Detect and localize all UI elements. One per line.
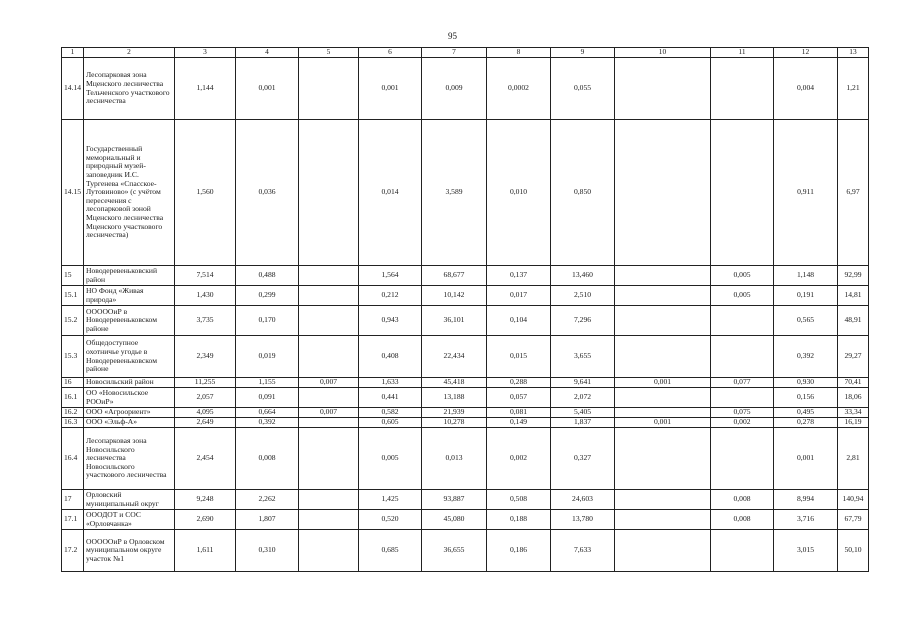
table-cell: 0,850 (551, 120, 615, 266)
table-cell: 92,99 (838, 266, 869, 286)
table-cell: 0,001 (615, 378, 711, 388)
table-cell: 6,97 (838, 120, 869, 266)
table-cell: 36,655 (422, 530, 487, 572)
row-code: 16.4 (62, 428, 84, 490)
table-cell: 1,807 (236, 510, 299, 530)
table-cell: 48,91 (838, 306, 869, 336)
table-cell: 7,514 (175, 266, 236, 286)
table-cell (711, 58, 774, 120)
table-cell: 0,055 (551, 58, 615, 120)
column-header: 9 (551, 48, 615, 58)
table-cell: 2,649 (175, 418, 236, 428)
table-cell: 14,81 (838, 286, 869, 306)
table-cell: 9,248 (175, 490, 236, 510)
table-cell: 3,015 (774, 530, 838, 572)
table-cell: 67,79 (838, 510, 869, 530)
table-cell: 13,460 (551, 266, 615, 286)
column-header: 3 (175, 48, 236, 58)
table-cell: 0,212 (359, 286, 422, 306)
table-cell: 3,655 (551, 336, 615, 378)
table-cell: 1,144 (175, 58, 236, 120)
table-row (62, 388, 869, 408)
table-cell: 0,015 (487, 336, 551, 378)
row-name: ОООООиР в Орловском муниципальном округе участок №1 (84, 530, 175, 572)
table-cell: 0,001 (359, 58, 422, 120)
page-number: 95 (448, 31, 457, 41)
table-cell: 0,057 (487, 388, 551, 408)
table-row (62, 120, 869, 266)
table-cell: 0,005 (711, 266, 774, 286)
row-code: 15 (62, 266, 84, 286)
row-name: Новосильский район (84, 378, 175, 388)
table-cell: 0,288 (487, 378, 551, 388)
table-cell: 13,188 (422, 388, 487, 408)
table-cell: 0,137 (487, 266, 551, 286)
table-cell: 7,296 (551, 306, 615, 336)
column-header: 12 (774, 48, 838, 58)
table-cell: 1,611 (175, 530, 236, 572)
column-header: 4 (236, 48, 299, 58)
row-name: Новодеревеньковский район (84, 266, 175, 286)
table-cell: 1,560 (175, 120, 236, 266)
table-cell: 0,007 (299, 378, 359, 388)
table-cell: 2,510 (551, 286, 615, 306)
table-cell: 0,488 (236, 266, 299, 286)
column-header: 2 (84, 48, 175, 58)
row-code: 15.2 (62, 306, 84, 336)
row-name: ООО «Агроориент» (84, 408, 175, 418)
table-cell (299, 286, 359, 306)
row-name: ОООООиР в Новодеревеньковском районе (84, 306, 175, 336)
table-row (62, 306, 869, 336)
table-row (62, 530, 869, 572)
table-cell: 2,454 (175, 428, 236, 490)
table-cell: 2,690 (175, 510, 236, 530)
table-cell: 24,603 (551, 490, 615, 510)
row-code: 17 (62, 490, 84, 510)
table-cell (299, 490, 359, 510)
table-cell: 0,278 (774, 418, 838, 428)
table-cell: 3,716 (774, 510, 838, 530)
table-cell: 0,017 (487, 286, 551, 306)
row-name: Государственный мемориальный и природный музей-заповедник И.С. Тургенева «Спасское-Лутовиново» (с учётом пересечения с лесопарковой зоной Мценского лесничества Мценского участкового лесничества) (84, 120, 175, 266)
table-cell: 0,008 (236, 428, 299, 490)
table-cell: 16,19 (838, 418, 869, 428)
row-code: 17.1 (62, 510, 84, 530)
row-code: 14.15 (62, 120, 84, 266)
table-cell: 0,156 (774, 388, 838, 408)
table-row (62, 266, 869, 286)
row-name: ОООДОТ и СОС «Орловчанка» (84, 510, 175, 530)
data-table (61, 47, 869, 572)
table-cell (299, 428, 359, 490)
table-cell: 0,911 (774, 120, 838, 266)
table-cell: 2,262 (236, 490, 299, 510)
table-cell: 8,994 (774, 490, 838, 510)
table-cell: 21,939 (422, 408, 487, 418)
row-code: 15.1 (62, 286, 84, 306)
table-row (62, 336, 869, 378)
table-cell: 0,081 (487, 408, 551, 418)
row-code: 16.1 (62, 388, 84, 408)
table-cell: 10,142 (422, 286, 487, 306)
table-row (62, 510, 869, 530)
column-header: 6 (359, 48, 422, 58)
table-cell: 0,310 (236, 530, 299, 572)
table-cell (711, 388, 774, 408)
table-cell: 0,001 (774, 428, 838, 490)
table-row (62, 408, 869, 418)
row-name: Орловский муниципальный округ (84, 490, 175, 510)
table-cell (615, 266, 711, 286)
table-cell: 0,441 (359, 388, 422, 408)
table-cell: 1,148 (774, 266, 838, 286)
row-name: НО Фонд «Живая природа» (84, 286, 175, 306)
table-cell: 2,349 (175, 336, 236, 378)
table-cell (299, 388, 359, 408)
table-cell: 93,887 (422, 490, 487, 510)
table-cell: 0,005 (359, 428, 422, 490)
table-cell (615, 58, 711, 120)
column-header: 13 (838, 48, 869, 58)
row-name: Лесопарковая зона Новосильского лесничества Новосильского участкового лесничества (84, 428, 175, 490)
table-cell: 0,508 (487, 490, 551, 510)
table-cell: 33,34 (838, 408, 869, 418)
table-cell: 36,101 (422, 306, 487, 336)
table-cell: 0,001 (236, 58, 299, 120)
table-cell: 0,0002 (487, 58, 551, 120)
table-cell: 4,095 (175, 408, 236, 418)
table-cell: 0,520 (359, 510, 422, 530)
table-cell (615, 388, 711, 408)
table-cell: 9,641 (551, 378, 615, 388)
table-cell: 0,004 (774, 58, 838, 120)
table-cell: 1,430 (175, 286, 236, 306)
row-code: 17.2 (62, 530, 84, 572)
table-cell (299, 530, 359, 572)
table-cell: 70,41 (838, 378, 869, 388)
table-cell: 0,014 (359, 120, 422, 266)
row-name: ОО «Новосильское РООиР» (84, 388, 175, 408)
table-cell: 0,077 (711, 378, 774, 388)
row-code: 15.3 (62, 336, 84, 378)
row-code: 14.14 (62, 58, 84, 120)
table-cell: 0,191 (774, 286, 838, 306)
table-cell: 0,104 (487, 306, 551, 336)
table-cell: 0,299 (236, 286, 299, 306)
table-cell (299, 266, 359, 286)
table-cell: 0,188 (487, 510, 551, 530)
table-cell: 0,408 (359, 336, 422, 378)
table-cell: 45,080 (422, 510, 487, 530)
table-cell: 50,10 (838, 530, 869, 572)
table-cell (711, 530, 774, 572)
table-cell: 2,072 (551, 388, 615, 408)
column-header: 8 (487, 48, 551, 58)
table-cell: 0,149 (487, 418, 551, 428)
table-cell (299, 306, 359, 336)
table-cell: 0,930 (774, 378, 838, 388)
column-header: 5 (299, 48, 359, 58)
row-name: Общедоступное охотничье угодье в Новодеревеньковском районе (84, 336, 175, 378)
table-cell: 0,327 (551, 428, 615, 490)
table-cell: 0,186 (487, 530, 551, 572)
row-code: 16.3 (62, 418, 84, 428)
table-cell: 0,170 (236, 306, 299, 336)
table-cell: 7,633 (551, 530, 615, 572)
column-header: 1 (62, 48, 84, 58)
table-cell: 29,27 (838, 336, 869, 378)
table-cell: 0,605 (359, 418, 422, 428)
table-cell: 0,007 (299, 408, 359, 418)
table-cell: 0,019 (236, 336, 299, 378)
table-cell (711, 306, 774, 336)
table-cell (615, 286, 711, 306)
table-cell (615, 336, 711, 378)
table-cell: 0,495 (774, 408, 838, 418)
table-cell: 10,278 (422, 418, 487, 428)
table-cell: 13,780 (551, 510, 615, 530)
table-cell: 1,633 (359, 378, 422, 388)
table-cell: 45,418 (422, 378, 487, 388)
table-cell (615, 490, 711, 510)
table-cell: 1,837 (551, 418, 615, 428)
table-cell: 0,392 (774, 336, 838, 378)
table-cell: 1,21 (838, 58, 869, 120)
table-cell: 0,002 (487, 428, 551, 490)
column-header: 7 (422, 48, 487, 58)
table-cell: 0,013 (422, 428, 487, 490)
table-cell: 0,009 (422, 58, 487, 120)
table-cell: 0,008 (711, 510, 774, 530)
table-cell (299, 418, 359, 428)
table-cell: 1,155 (236, 378, 299, 388)
table-cell: 0,002 (711, 418, 774, 428)
table-cell: 1,564 (359, 266, 422, 286)
table-cell: 68,677 (422, 266, 487, 286)
table-cell: 0,943 (359, 306, 422, 336)
table-cell: 2,057 (175, 388, 236, 408)
table-row (62, 418, 869, 428)
table-row (62, 490, 869, 510)
table-row (62, 378, 869, 388)
row-name: ООО «Эльф-А» (84, 418, 175, 428)
table-cell (711, 428, 774, 490)
table-cell: 3,589 (422, 120, 487, 266)
table-cell: 0,392 (236, 418, 299, 428)
table-cell (299, 336, 359, 378)
table-cell (711, 120, 774, 266)
column-header: 11 (711, 48, 774, 58)
table-cell (615, 120, 711, 266)
table-cell: 0,685 (359, 530, 422, 572)
table-cell (299, 58, 359, 120)
table-cell: 22,434 (422, 336, 487, 378)
table-cell: 140,94 (838, 490, 869, 510)
table-cell: 0,036 (236, 120, 299, 266)
table-cell: 0,664 (236, 408, 299, 418)
table-cell: 1,425 (359, 490, 422, 510)
table-cell (615, 306, 711, 336)
table-cell (711, 336, 774, 378)
row-code: 16 (62, 378, 84, 388)
table-cell (615, 530, 711, 572)
table-row (62, 58, 869, 120)
table-cell: 2,81 (838, 428, 869, 490)
table-cell: 5,405 (551, 408, 615, 418)
row-name: Лесопарковая зона Мценского лесничества Тельченского участкового лесничества (84, 58, 175, 120)
row-code: 16.2 (62, 408, 84, 418)
table-cell (299, 120, 359, 266)
table-cell: 0,075 (711, 408, 774, 418)
column-header: 10 (615, 48, 711, 58)
table-row (62, 286, 869, 306)
table-cell (615, 428, 711, 490)
table-body (62, 48, 869, 572)
table-row (62, 428, 869, 490)
table-cell (615, 408, 711, 418)
table-cell: 0,565 (774, 306, 838, 336)
table-cell: 18,06 (838, 388, 869, 408)
table-cell: 11,255 (175, 378, 236, 388)
table-cell: 0,010 (487, 120, 551, 266)
table-cell (299, 510, 359, 530)
table-cell: 0,001 (615, 418, 711, 428)
table-cell: 0,008 (711, 490, 774, 510)
table-cell (615, 510, 711, 530)
table-cell: 0,582 (359, 408, 422, 418)
header-row (62, 48, 869, 58)
table-cell: 3,735 (175, 306, 236, 336)
table-cell: 0,091 (236, 388, 299, 408)
table-cell: 0,005 (711, 286, 774, 306)
